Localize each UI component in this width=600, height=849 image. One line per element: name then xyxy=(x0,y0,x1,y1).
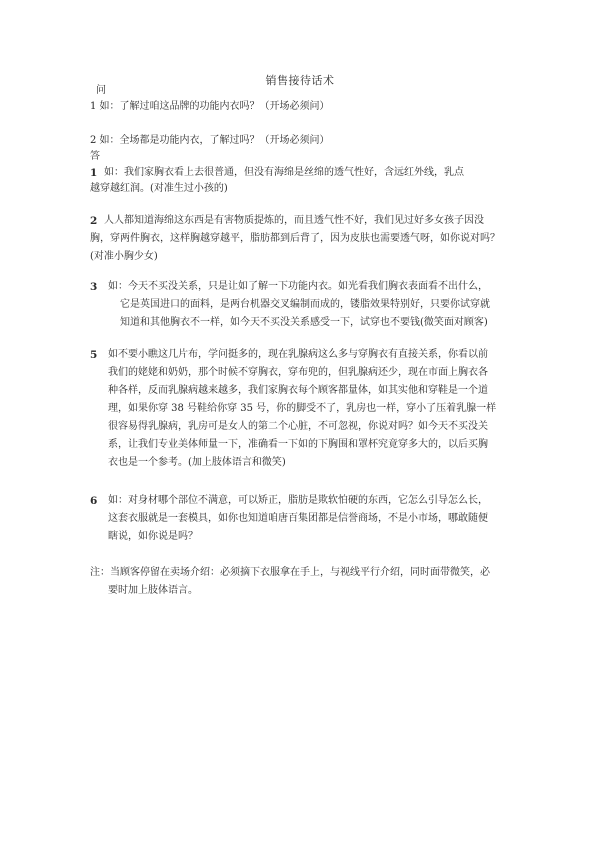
answer-5-line-7: 衣也是一个参考。(加上肢体语言和微笑) xyxy=(108,457,286,468)
answer-5-line-6: 系，让我们专业美体师量一下，准确看一下如的下胸围和罩杯究竟穿多大的，以后买胸 xyxy=(108,439,488,450)
answer-3-line-2: 它是英国进口的面料，是两台机器交叉编制而成的，镂脂效果特别好，只要你试穿就 xyxy=(120,299,490,310)
answer-5-number: 5 xyxy=(90,349,98,361)
answer-1-line-2: 越穿越红润。(对准生过小孩的) xyxy=(90,183,228,194)
answer-6-line-3: 瞎说，如你说是吗？ xyxy=(108,531,198,542)
note-line-2: 要时加上肢体语言。 xyxy=(108,585,198,596)
answer-6-line-1: 如：对身材哪个部位不满意，可以矫正，脂肪是欺软怕硬的东西，它怎么引导怎么长， xyxy=(108,495,488,506)
answer-6-line-2: 这套衣服就是一套模具，如你也知道咱唐百集团都是信誉商场，不是小市场，哪敢随便 xyxy=(108,513,488,524)
answer-2-line-2: 胸，穿两件胸衣，这样胸越穿越平，脂肪都到后背了，因为皮肤也需要透气呀，如你说对吗？ xyxy=(90,233,500,244)
answer-1-number: 1 xyxy=(90,167,98,179)
answer-2-number: 2 xyxy=(90,215,98,227)
section-question-label: 问 xyxy=(96,85,106,96)
note-line-1: 注：当顾客停留在卖场介绍：必须摘下衣服拿在手上，与视线平行介绍，同时面带微笑，必 xyxy=(90,567,490,578)
answer-2-line-3: (对准小胸少女) xyxy=(90,251,158,262)
answer-3-line-1: 如：今天不买没关系，只是让如了解一下功能内衣。如光看我们胸衣表面看不出什么， xyxy=(108,281,488,292)
document-title: 销售接待话术 xyxy=(265,74,335,87)
answer-5-line-5: 很容易得乳腺病，乳房可是女人的第二个心脏，不可忽视，你说对吗？如今天不买没关 xyxy=(108,421,488,432)
section-answer-label: 答 xyxy=(90,151,100,162)
question-2: 2 如：全场都是功能内衣，了解过吗？（开场必须问） xyxy=(90,135,330,146)
answer-2-line-1: 人人都知道海绵这东西是有害物质提炼的，而且透气性不好，我们见过好多女孩子因没 xyxy=(104,215,484,226)
answer-3-number: 3 xyxy=(90,281,98,293)
answer-5-line-4: 理，如果你穿 38 号鞋给你穿 35 号，你的脚受不了，乳房也一样，穿小了压着乳腺一样 xyxy=(108,403,497,414)
answer-5-line-2: 我们的姥姥和奶奶，那个时候不穿胸衣，穿布兜的，但乳腺病还少，现在市面上胸衣各 xyxy=(108,367,488,378)
answer-3-line-3: 知道和其他胸衣不一样，如今天不买没关系感受一下，试穿也不要钱(微笑面对顾客) xyxy=(120,317,488,328)
question-1: 1 如：了解过咱这品牌的功能内衣吗？（开场必须问） xyxy=(90,101,330,112)
answer-1-line-1: 如：我们家胸衣看上去很普通，但没有海绵是丝绵的透气性好，含远红外线，乳点 xyxy=(104,167,464,178)
answer-5-line-3: 种各样，反而乳腺病越来越多，我们家胸衣每个顾客都量体，如其实他和穿鞋是一个道 xyxy=(108,385,488,396)
answer-6-number: 6 xyxy=(90,495,98,507)
answer-5-line-1: 如不要小瞧这几片布，学问挺多的，现在乳腺病这么多与穿胸衣有直接关系，你看以前 xyxy=(108,349,488,360)
